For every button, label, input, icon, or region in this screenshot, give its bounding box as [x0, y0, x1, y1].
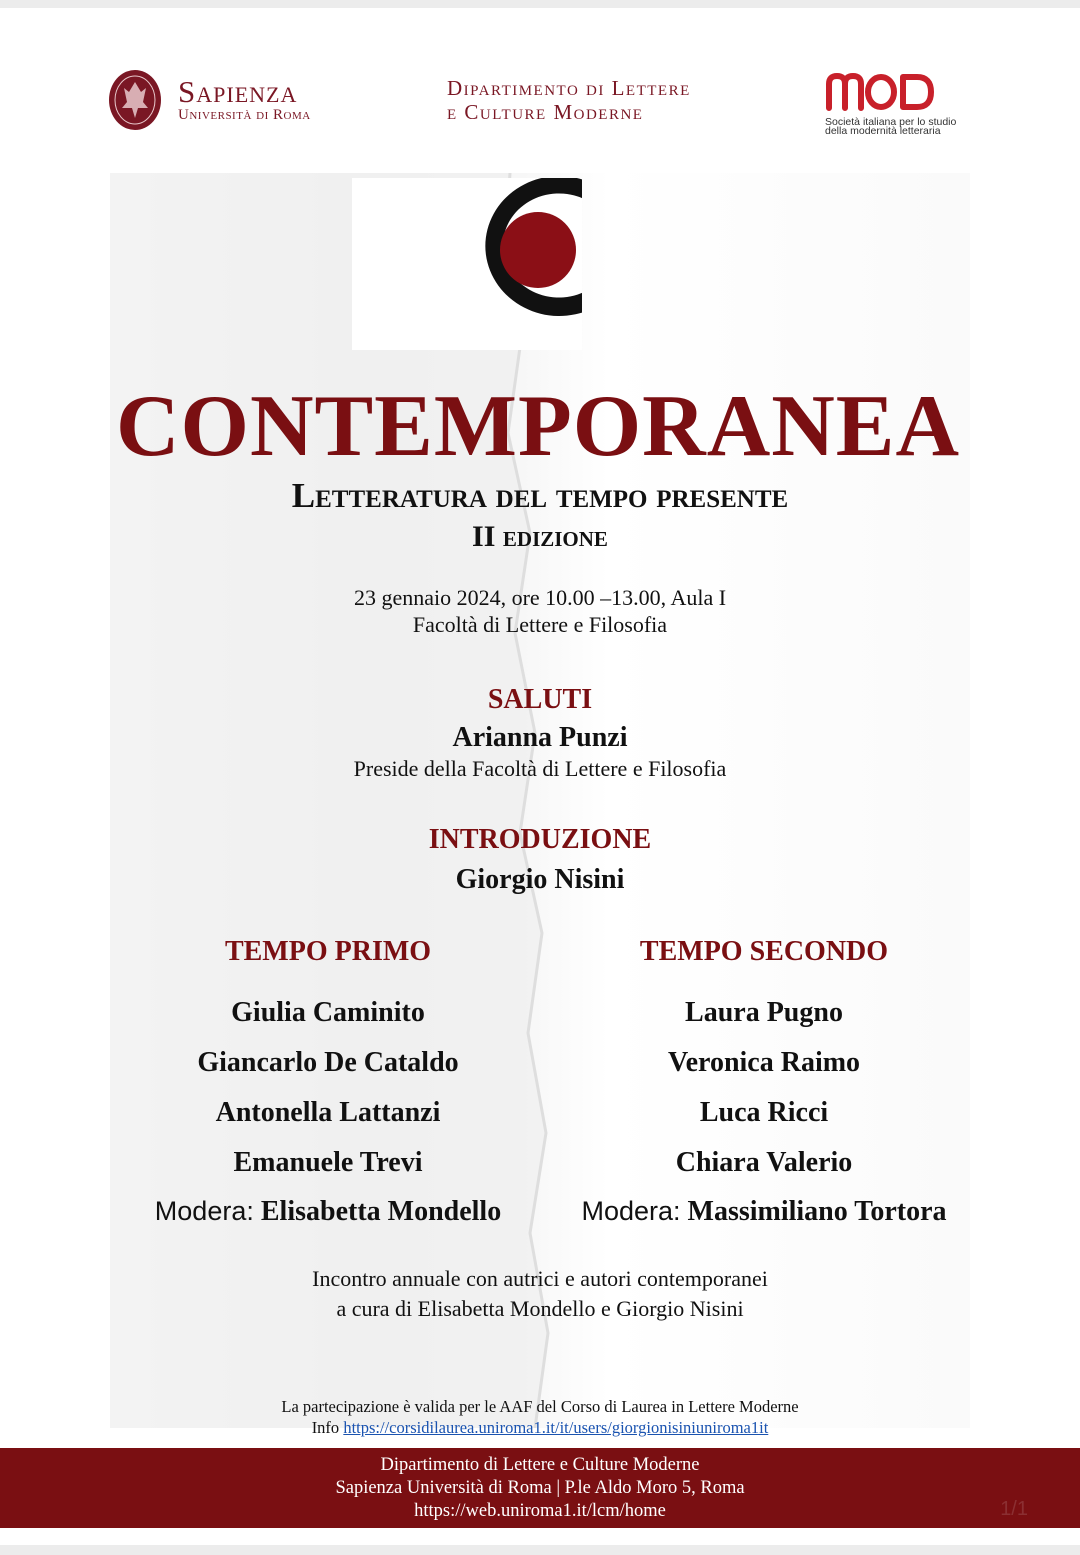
event-venue: Facoltà di Lettere e Filosofia — [412, 612, 668, 637]
saluti-role: Preside della Facoltà di Lettere e Filosofia — [353, 756, 727, 781]
event-date-time: 23 gennaio 2024, ore 10.00 –13.00, Aula I — [353, 585, 727, 610]
moderator-name: Elisabetta Mondello — [260, 1196, 502, 1227]
introduzione-section — [0, 824, 1080, 896]
speaker-name: Emanuele Trevi — [233, 1147, 423, 1178]
info-link[interactable]: https://corsidilaurea.uniroma1.it/it/users/giorgionisiniuniroma1it — [343, 1418, 769, 1437]
note-line2: a cura di Elisabetta Mondello e Giorgio Nisini — [336, 1296, 744, 1321]
speaker-name: Luca Ricci — [699, 1097, 829, 1128]
speaker-name: Giulia Caminito — [231, 997, 425, 1028]
tempo-primo-moderator — [98, 1188, 558, 1234]
speaker-name: Laura Pugno — [685, 997, 843, 1028]
footer-url: https://web.uniroma1.it/lcm/home — [414, 1501, 666, 1521]
curated-note — [0, 1264, 1080, 1324]
footer-line2: Sapienza Università di Roma | P.le Aldo Moro 5, Roma — [335, 1478, 745, 1498]
saluti-name: Arianna Punzi — [452, 722, 628, 753]
speaker-name: Veronica Raimo — [667, 1047, 861, 1078]
sapienza-seal-icon — [108, 68, 162, 132]
moderator-label: Modera: — [154, 1196, 254, 1226]
department-logo — [447, 76, 691, 124]
c-circle-logo-icon — [352, 178, 582, 350]
speaker-name: Giancarlo De Cataldo — [197, 1047, 459, 1078]
participation-info — [0, 1396, 1080, 1438]
sapienza-subtitle: Università di Roma — [178, 106, 311, 123]
tempo-primo-heading: TEMPO PRIMO — [224, 936, 432, 967]
event-info — [0, 584, 1080, 638]
speaker-name: Chiara Valerio — [675, 1147, 853, 1178]
mod-logo — [825, 70, 956, 137]
saluti-heading: SALUTI — [487, 684, 593, 715]
event-title: CONTEMPORANEA — [115, 378, 961, 475]
saluti-section — [0, 684, 1080, 782]
footer-bar — [0, 1448, 1080, 1528]
tempo-secondo-column — [534, 936, 994, 1234]
page-number: 1/1 — [1000, 1498, 1028, 1520]
info-label: Info — [311, 1418, 340, 1437]
footer-line1: Dipartimento di Lettere e Culture Moderne — [380, 1455, 700, 1475]
tempo-secondo-moderator — [534, 1188, 994, 1234]
tempo-primo-column — [98, 936, 558, 1234]
moderator-name: Massimiliano Tortora — [687, 1196, 947, 1227]
tempo-secondo-heading: TEMPO SECONDO — [639, 936, 889, 967]
sapienza-logo — [108, 68, 311, 132]
introduzione-name: Giorgio Nisini — [455, 864, 625, 895]
mod-wordmark-icon — [825, 70, 935, 114]
department-line1: Dipartimento di Lettere — [447, 76, 691, 100]
participation-line: La partecipazione è valida per le AAF del Corso di Laurea in Lettere Moderne — [281, 1397, 799, 1416]
moderator-label: Modera: — [581, 1196, 681, 1226]
torn-paper-background — [110, 173, 970, 1428]
department-line2: e Culture Moderne — [447, 100, 644, 124]
document-page — [0, 8, 1080, 1545]
mod-subtitle-2: della modernità letteraria — [825, 125, 941, 137]
event-edition: II edizione — [472, 520, 608, 553]
contemporanea-logo — [352, 178, 582, 350]
sapienza-name: Sapienza — [178, 73, 298, 109]
paper-tear-graphic — [110, 173, 970, 1428]
speaker-name: Antonella Lattanzi — [215, 1097, 441, 1128]
event-subtitle: Letteratura del tempo presente — [291, 476, 789, 515]
note-line1: Incontro annuale con autrici e autori contemporanei — [312, 1266, 768, 1291]
introduzione-heading: INTRODUZIONE — [428, 824, 652, 855]
mod-subtitle-1: Società italiana per lo studio — [825, 116, 957, 128]
